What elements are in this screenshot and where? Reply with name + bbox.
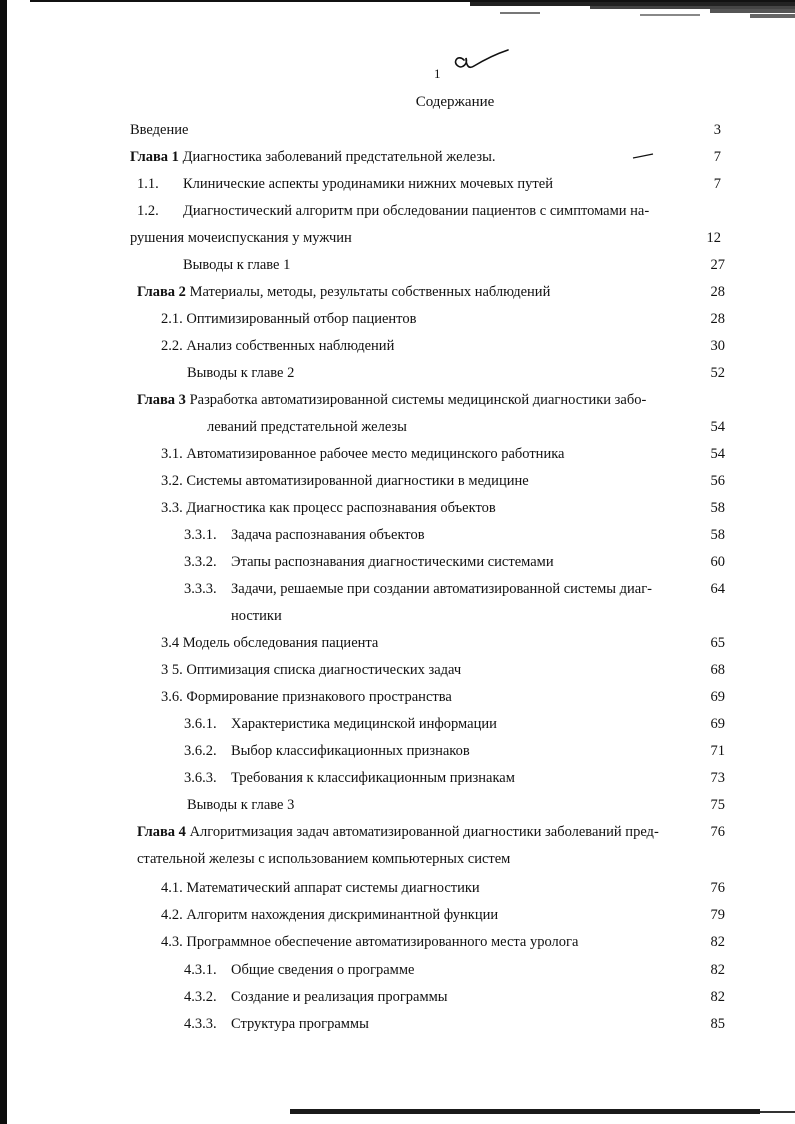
toc-entry-subsection: 4.3.3. Структура программы bbox=[184, 1016, 369, 1032]
toc-page: 58 bbox=[710, 527, 725, 543]
scan-edge-bottom-tail bbox=[760, 1111, 795, 1113]
toc-page: 76 bbox=[710, 824, 725, 840]
toc-entry-section: 3 5. Оптимизация списка диагностических задач bbox=[161, 662, 462, 678]
pen-mark bbox=[632, 152, 654, 160]
toc-entry-subsection: 3.3.3. Задачи, решаемые при создании автоматизированной системы диаг- bbox=[184, 581, 653, 597]
toc-entry-chapter-1: Глава 1 Диагностика заболеваний предстательной железы. bbox=[130, 149, 496, 165]
toc-entry-subsection: 4.3.1. Общие сведения о программе bbox=[184, 962, 415, 978]
toc-page: 56 bbox=[710, 473, 725, 489]
toc-page: 71 bbox=[710, 743, 725, 759]
toc-page: 75 bbox=[710, 797, 725, 813]
toc-page: 68 bbox=[710, 662, 725, 678]
scan-edge-bottom bbox=[290, 1109, 760, 1114]
toc-entry-section: 1.2. Диагностический алгоритм при обследовании пациентов с симптомами на- bbox=[137, 203, 650, 219]
toc-page: 7 bbox=[713, 176, 721, 192]
toc-entry-section: 3.4 Модель обследования пациента bbox=[161, 635, 379, 651]
toc-entry-section: 4.1. Математический аппарат системы диагностики bbox=[161, 880, 480, 896]
toc-entry-section: 4.2. Алгоритм нахождения дискриминантной функции bbox=[161, 907, 499, 923]
toc-entry-subsection: 3.3.2. Этапы распознавания диагностическими системами bbox=[184, 554, 554, 570]
toc-page: 64 bbox=[710, 581, 725, 597]
page-number: 1 bbox=[434, 66, 441, 81]
toc-page: 73 bbox=[710, 770, 725, 786]
toc-page: 69 bbox=[710, 716, 725, 732]
page-title: Содержание bbox=[415, 94, 495, 110]
toc-page: 82 bbox=[710, 934, 725, 950]
toc-page: 58 bbox=[710, 500, 725, 516]
toc-entry-chapter-3: Глава 3 Разработка автоматизированной системы медицинской диагностики забо- bbox=[137, 392, 647, 408]
toc-entry-section: 2.1. Оптимизированный отбор пациентов bbox=[161, 311, 417, 327]
toc-page: 52 bbox=[710, 365, 725, 381]
scan-noise-top bbox=[30, 0, 795, 20]
toc-page: 3 bbox=[713, 122, 721, 138]
toc-page: 27 bbox=[710, 257, 725, 273]
toc-entry-continuation: стательной железы с использованием компьютерных систем bbox=[137, 851, 511, 867]
toc-page: 54 bbox=[710, 419, 725, 435]
toc-page: 60 bbox=[710, 554, 725, 570]
toc-page: 7 bbox=[713, 149, 721, 165]
toc-entry-section: 3.3. Диагностика как процесс распознавания объектов bbox=[161, 500, 496, 516]
toc-entry-subsection: 4.3.2. Создание и реализация программы bbox=[184, 989, 448, 1005]
toc-page: 69 bbox=[710, 689, 725, 705]
toc-entry-subsection: 3.6.3. Требования к классификационным признакам bbox=[184, 770, 515, 786]
toc-entry-chapter-2: Глава 2 Материалы, методы, результаты собственных наблюдений bbox=[137, 284, 551, 300]
toc-entry-subsection: 3.3.1. Задача распознавания объектов bbox=[184, 527, 425, 543]
toc-entry-section: 1.1. Клинические аспекты уродинамики нижних мочевых путей bbox=[137, 176, 553, 192]
toc-entry-conclusion: Выводы к главе 3 bbox=[187, 797, 295, 813]
toc-entry-section: 3.2. Системы автоматизированной диагностики в медицине bbox=[161, 473, 529, 489]
scan-edge-left bbox=[0, 0, 7, 1124]
toc-page: 85 bbox=[710, 1016, 725, 1032]
toc-page: 79 bbox=[710, 907, 725, 923]
toc-entry-section: 3.1. Автоматизированное рабочее место медицинского работника bbox=[161, 446, 565, 462]
toc-page: 82 bbox=[710, 989, 725, 1005]
toc-page: 65 bbox=[710, 635, 725, 651]
toc-page: 76 bbox=[710, 880, 725, 896]
toc-page: 28 bbox=[710, 284, 725, 300]
toc-entry-section: 3.6. Формирование признакового пространства bbox=[161, 689, 452, 705]
toc-entry-continuation: леваний предстательной железы bbox=[207, 419, 407, 435]
handwritten-signature bbox=[450, 46, 512, 78]
toc-page: 54 bbox=[710, 446, 725, 462]
toc-page: 82 bbox=[710, 962, 725, 978]
toc-entry-subsection: 3.6.1. Характеристика медицинской информации bbox=[184, 716, 497, 732]
toc-page: 30 bbox=[710, 338, 725, 354]
toc-entry-conclusion: Выводы к главе 1 bbox=[183, 257, 291, 273]
toc-page: 12 bbox=[706, 230, 721, 246]
toc-entry-conclusion: Выводы к главе 2 bbox=[187, 365, 295, 381]
toc-entry-continuation: рушения мочеиспускания у мужчин bbox=[130, 230, 352, 246]
toc-entry-continuation: ностики bbox=[231, 608, 282, 624]
toc-page: 28 bbox=[710, 311, 725, 327]
toc-entry-section: 2.2. Анализ собственных наблюдений bbox=[161, 338, 395, 354]
toc-entry-section: 4.3. Программное обеспечение автоматизированного места уролога bbox=[161, 934, 579, 950]
toc-entry-intro: Введение bbox=[130, 122, 189, 138]
toc-entry-subsection: 3.6.2. Выбор классификационных признаков bbox=[184, 743, 470, 759]
toc-entry-chapter-4: Глава 4 Алгоритмизация задач автоматизированной диагностики заболеваний пред- bbox=[137, 824, 659, 840]
